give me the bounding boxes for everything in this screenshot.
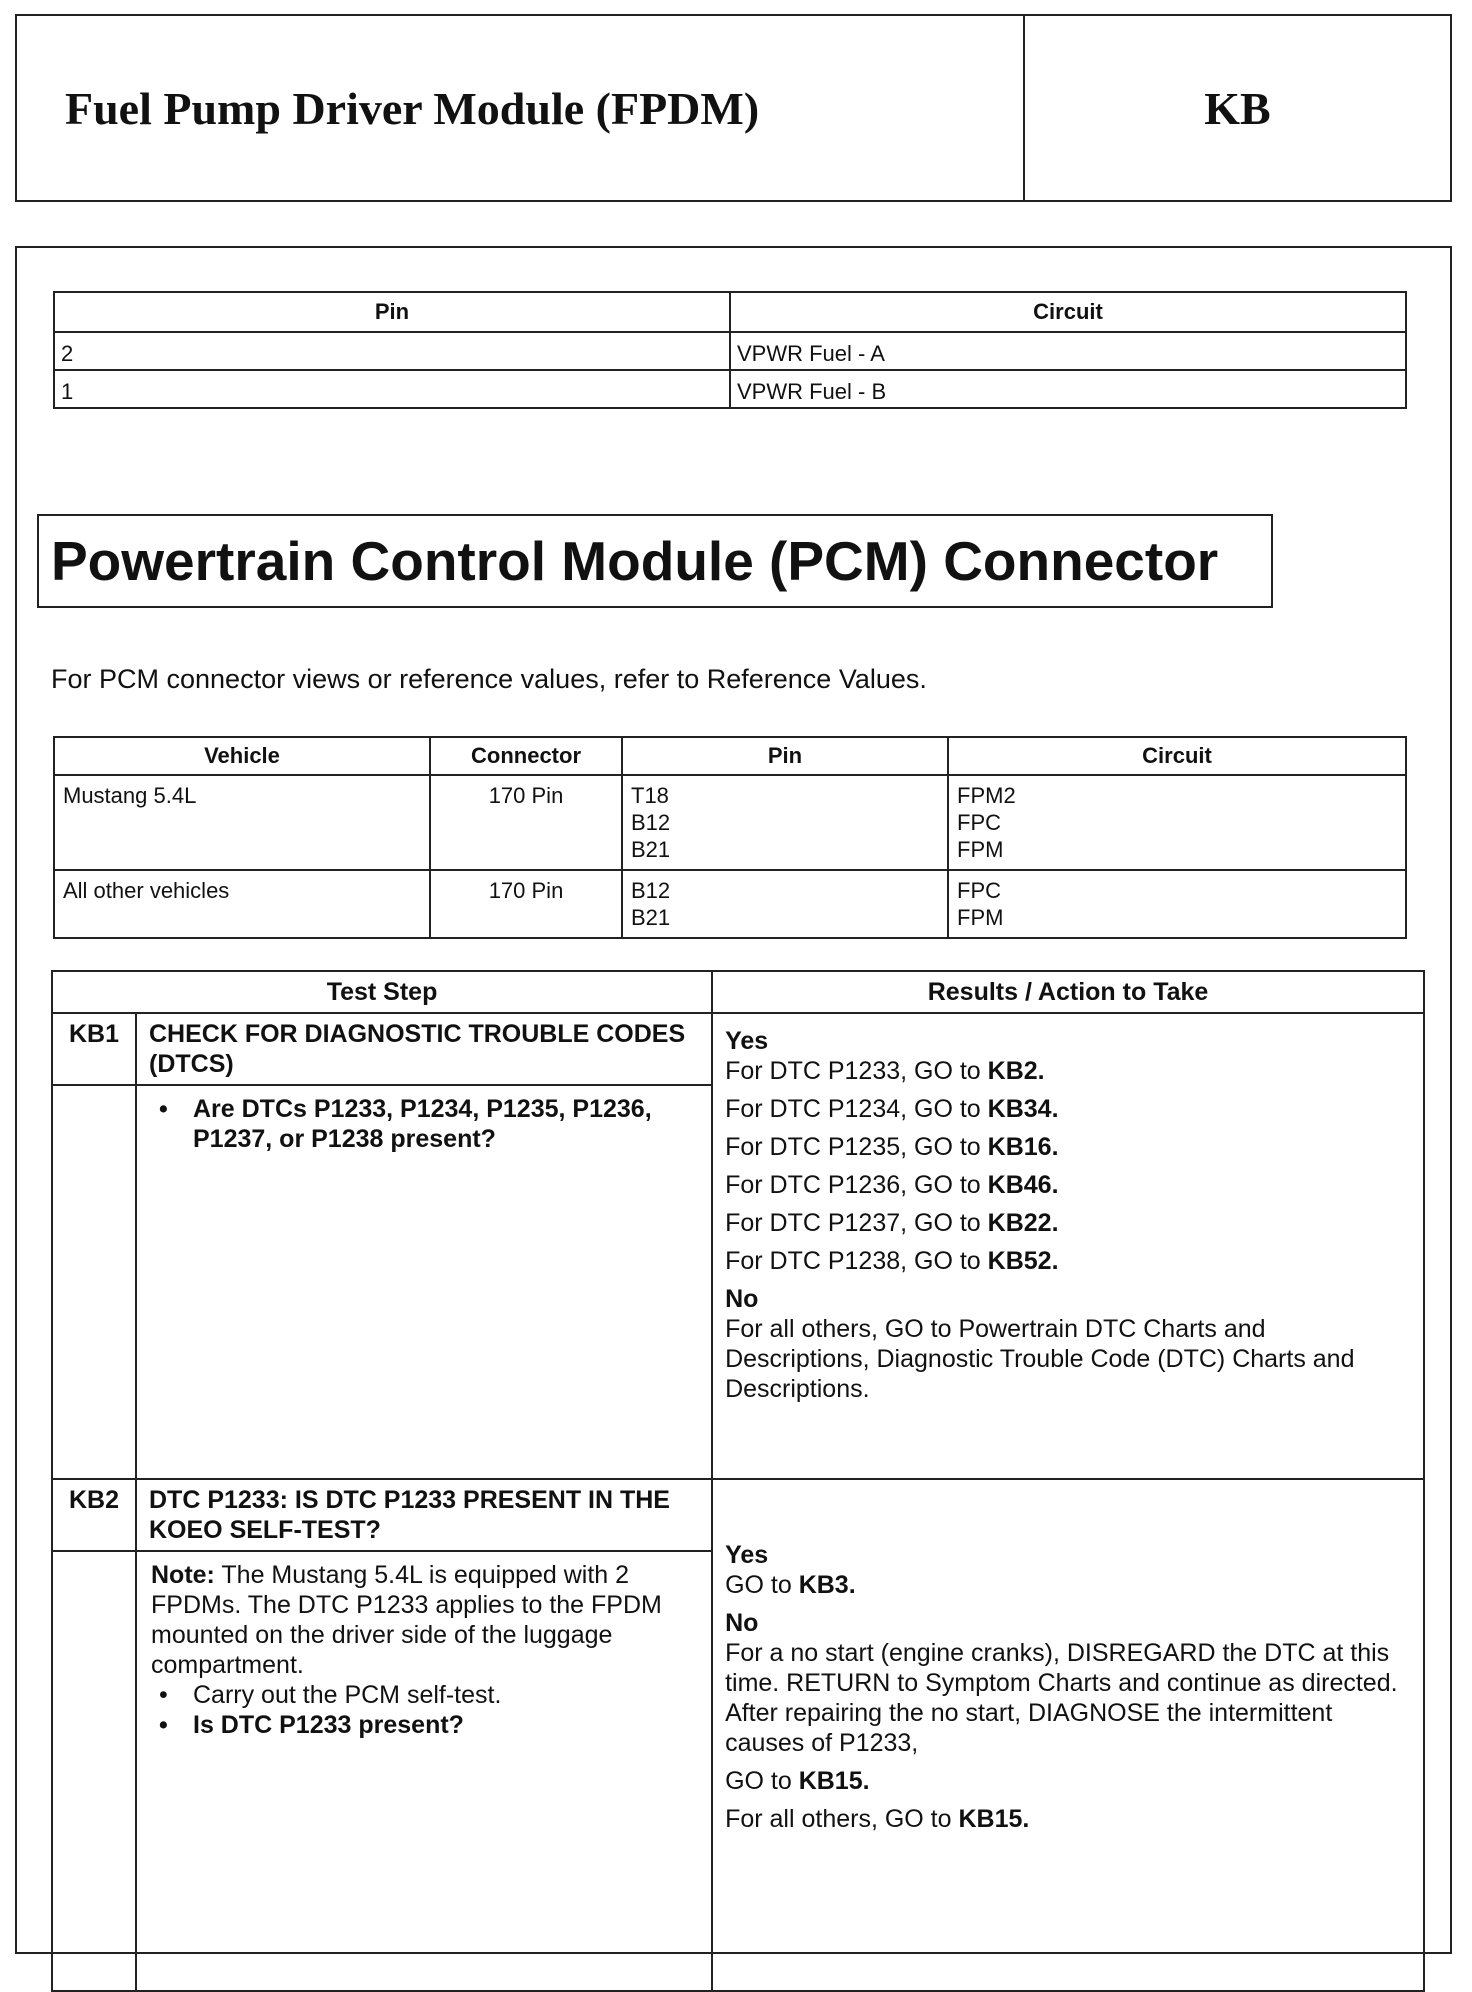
connector-cell: 170 Pin bbox=[430, 775, 622, 870]
step-note: Note: The Mustang 5.4L is equipped with 2 FPDMs. The DTC P1233 applies to the FPDM mounted on the driver side of the luggage compartment. bbox=[151, 1561, 662, 1679]
content-frame bbox=[15, 246, 1452, 1954]
goto-line: For DTC P1234, GO to KB34. bbox=[725, 1095, 1059, 1123]
pin-value: B21 bbox=[631, 837, 671, 862]
no-label: No bbox=[725, 1609, 759, 1637]
circuit-value: FPM bbox=[957, 905, 1004, 930]
section-code: KB bbox=[1204, 82, 1271, 134]
circuit-cell bbox=[948, 775, 1406, 870]
step-results bbox=[712, 1013, 1424, 1479]
pin-value: B12 bbox=[631, 878, 671, 903]
circuit-cell bbox=[948, 870, 1406, 938]
pin-value: T18 bbox=[631, 783, 669, 808]
no-action-text: For a no start (engine cranks), DISREGARD the DTC at this time. RETURN to Symptom Charts and continue as directed. After repairing the no start, DIAGNOSE the intermittent causes of P1233, bbox=[725, 1639, 1398, 1757]
yes-label: Yes bbox=[725, 1541, 769, 1569]
table-row bbox=[54, 370, 1406, 408]
col-header-connector: Connector bbox=[430, 737, 622, 775]
step-body bbox=[136, 1551, 712, 1991]
pin-value: B21 bbox=[631, 905, 671, 930]
circuit-value: FPM2 bbox=[957, 783, 1016, 808]
col-header-test-step: Test Step bbox=[52, 971, 712, 1013]
vehicle-cell: All other vehicles bbox=[54, 870, 430, 938]
col-header-circuit: Circuit bbox=[948, 737, 1406, 775]
step-kb1-heading-row bbox=[52, 1013, 1424, 1085]
col-header-pin: Pin bbox=[54, 292, 730, 332]
step-code: KB1 bbox=[52, 1013, 136, 1085]
step-body bbox=[136, 1085, 712, 1479]
step-question: • Is DTC P1233 present? bbox=[151, 1710, 699, 1740]
table-row bbox=[54, 775, 1406, 870]
page-header bbox=[15, 14, 1452, 202]
goto-line: For DTC P1233, GO to KB2. bbox=[725, 1057, 1045, 1085]
table-row bbox=[54, 332, 1406, 370]
step-question: • Are DTCs P1233, P1234, P1235, P1236, P1237, or P1238 present? bbox=[151, 1094, 699, 1154]
pcm-intro-text: For PCM connector views or reference values, refer to Reference Values. bbox=[51, 664, 927, 694]
step-kb2-heading-row bbox=[52, 1479, 1424, 1551]
goto-line: For DTC P1237, GO to KB22. bbox=[725, 1209, 1059, 1237]
no-action-text: For all others, GO to Powertrain DTC Charts and Descriptions, Diagnostic Trouble Code (DTC) Charts and Descriptions. bbox=[725, 1315, 1355, 1403]
vehicle-cell: Mustang 5.4L bbox=[54, 775, 430, 870]
circuit-cell: VPWR Fuel - A bbox=[730, 332, 1406, 370]
table-row bbox=[54, 870, 1406, 938]
step-bullet: • Carry out the PCM self-test. bbox=[151, 1680, 699, 1710]
pin-cell bbox=[622, 870, 948, 938]
pin-value: B12 bbox=[631, 810, 671, 835]
circuit-value: FPM bbox=[957, 837, 1004, 862]
connector-cell: 170 Pin bbox=[430, 870, 622, 938]
pcm-section-title: Powertrain Control Module (PCM) Connector bbox=[37, 514, 1273, 608]
goto-line: For DTC P1236, GO to KB46. bbox=[725, 1171, 1059, 1199]
circuit-value: FPC bbox=[957, 878, 1001, 903]
step-results bbox=[712, 1479, 1424, 1991]
page-title: Fuel Pump Driver Module (FPDM) bbox=[17, 16, 1025, 200]
step-code: KB2 bbox=[52, 1479, 136, 1551]
step-heading: CHECK FOR DIAGNOSTIC TROUBLE CODES (DTCS) bbox=[136, 1013, 712, 1085]
goto-line: For all others, GO to KB15. bbox=[725, 1805, 1030, 1833]
goto-line: For DTC P1235, GO to KB16. bbox=[725, 1133, 1059, 1161]
goto-line: GO to KB3. bbox=[725, 1571, 856, 1599]
test-step-table bbox=[51, 970, 1425, 1992]
circuit-cell: VPWR Fuel - B bbox=[730, 370, 1406, 408]
pin-cell: 1 bbox=[54, 370, 730, 408]
yes-label: Yes bbox=[725, 1027, 769, 1055]
col-header-pin: Pin bbox=[622, 737, 948, 775]
circuit-value: FPC bbox=[957, 810, 1001, 835]
pcm-connector-table bbox=[53, 736, 1407, 939]
goto-line: For DTC P1238, GO to KB52. bbox=[725, 1247, 1059, 1275]
pin-cell bbox=[622, 775, 948, 870]
col-header-vehicle: Vehicle bbox=[54, 737, 430, 775]
pin-cell: 2 bbox=[54, 332, 730, 370]
goto-line: GO to KB15. bbox=[725, 1767, 870, 1795]
col-header-circuit: Circuit bbox=[730, 292, 1406, 332]
step-heading: DTC P1233: IS DTC P1233 PRESENT IN THE KOEO SELF-TEST? bbox=[136, 1479, 712, 1551]
no-label: No bbox=[725, 1285, 759, 1313]
fpdm-pin-table bbox=[53, 291, 1407, 409]
col-header-results: Results / Action to Take bbox=[712, 971, 1424, 1013]
